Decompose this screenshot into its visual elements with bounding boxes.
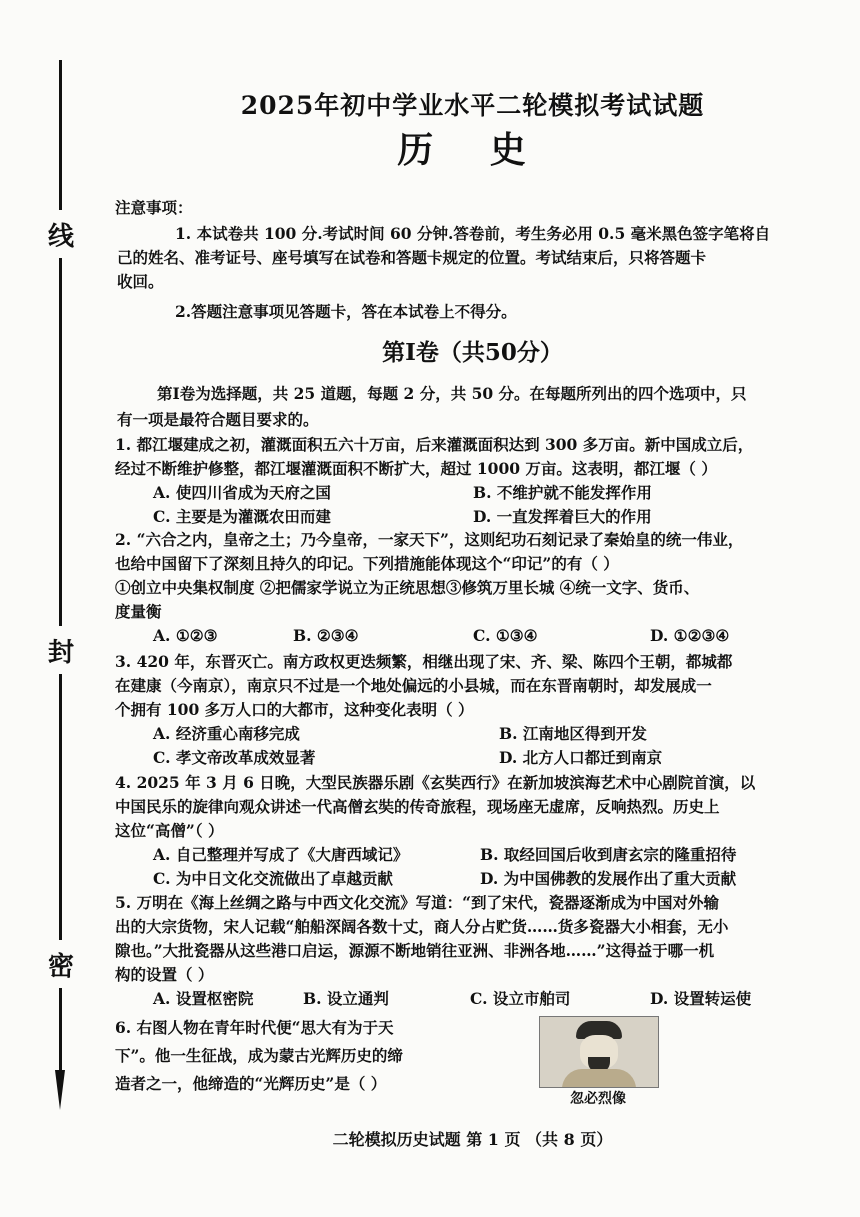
question-3-stem: 在建康（今南京），南京只不过是一个地处偏远的小县城，而在东晋南朝时，却发展成一 <box>115 676 712 695</box>
question-5-option-d: D. 设置转运使 <box>650 989 752 1008</box>
question-5-option-c: C. 设立市舶司 <box>470 989 571 1008</box>
question-2-stem: 2. “六合之内，皇帝之土；乃今皇帝，一家天下”，这则纪功石刻记录了秦始皇的统一伟业， <box>115 530 744 549</box>
binding-margin <box>40 60 80 1040</box>
question-2-option-c: C. ①③④ <box>473 626 538 645</box>
binding-char-mi: 密 <box>47 952 74 982</box>
question-1-option-d: D. 一直发挥着巨大的作用 <box>473 507 652 526</box>
question-5-stem: 5. 万明在《海上丝绸之路与中西文化交流》写道：“到了宋代，瓷器逐渐成为中国对外输 <box>115 893 719 912</box>
question-4-stem: 这位“高僧”（ ） <box>115 821 224 840</box>
question-4-stem: 4. 2025 年 3 月 6 日晚，大型民族器乐剧《玄奘西行》在新加坡滨海艺术中心剧院首演，以 <box>115 773 756 792</box>
question-4-option-a: A. 自己整理并写成了《大唐西域记》 <box>153 845 409 864</box>
question-3-option-b: B. 江南地区得到开发 <box>499 724 647 743</box>
question-1-option-c: C. 主要是为灌溉农田而建 <box>153 507 331 526</box>
question-1-option-a: A. 使四川省成为天府之国 <box>153 483 331 502</box>
question-2-statements: 度量衡 <box>115 602 162 621</box>
question-4-option-b: B. 取经回国后收到唐玄宗的隆重招待 <box>480 845 737 864</box>
question-6-stem: 6. 右图人物在青年时代便“思大有为于天 <box>115 1018 394 1037</box>
binding-char-feng: 封 <box>47 638 74 668</box>
question-4-option-d: D. 为中国佛教的发展作出了重大贡献 <box>480 869 737 888</box>
question-1-stem: 1. 都江堰建成之初，灌溉面积五六十万亩，后来灌溉面积达到 300 多万亩。新中国成立后， <box>115 435 754 454</box>
note-1-line: 己的姓名、准考证号、座号填写在试卷和答题卡规定的位置。考试结束后，只将答题卡 <box>117 248 707 267</box>
question-3-stem: 个拥有 100 多万人口的大都市，这种变化表明（ ） <box>115 700 474 719</box>
question-3-option-d: D. 北方人口都迁到南京 <box>499 748 663 767</box>
question-2-option-a: A. ①②③ <box>153 626 218 645</box>
subject-title: 历 史 <box>397 129 548 171</box>
question-5-stem: 出的大宗货物，宋人记载“舶船深阔各数十丈，商人分占贮货……货多瓷器大小相套，无小 <box>115 917 729 936</box>
page-footer: 二轮模拟历史试题 第 1 页 （共 8 页） <box>332 1130 613 1149</box>
binding-line <box>59 60 62 210</box>
question-5-stem: 隙也。”大批瓷器从这些港口启运，源源不断地销往亚洲、非洲各地……”这得益于哪一机 <box>115 941 715 960</box>
section-title: 第Ⅰ卷（共50分） <box>382 339 563 366</box>
note-2: 2.答题注意事项见答题卡，答在本试卷上不得分。 <box>175 302 517 321</box>
question-5-stem: 构的设置（ ） <box>115 965 214 984</box>
portrait-caption: 忽必烈像 <box>570 1091 626 1107</box>
question-2-stem: 也给中国留下了深刻且持久的印记。下列措施能体现这个“印记”的有（ ） <box>115 554 619 573</box>
question-4-stem: 中国民乐的旋律向观众讲述一代高僧玄奘的传奇旅程，现场座无虚席，反响热烈。历史上 <box>115 797 720 816</box>
binding-char-xian: 线 <box>47 222 74 252</box>
binding-line <box>59 988 62 1072</box>
notes-heading: 注意事项： <box>115 198 193 217</box>
question-1-stem: 经过不断维护修整，都江堰灌溉面积不断扩大，超过 1000 万亩。这表明，都江堰（ ） <box>115 459 717 478</box>
question-2-option-d: D. ①②③④ <box>650 626 730 645</box>
note-1-line: 1. 本试卷共 100 分.考试时间 60 分钟.答卷前，考生务必用 0.5 毫米黑色签字笔将自 <box>175 224 771 243</box>
question-5-option-b: B. 设立通判 <box>303 989 389 1008</box>
question-2-option-b: B. ②③④ <box>293 626 359 645</box>
question-1-option-b: B. 不维护就不能发挥作用 <box>473 483 652 502</box>
question-6-stem: 造者之一，他缔造的“光辉历史”是（ ） <box>115 1074 387 1093</box>
section-intro: 第Ⅰ卷为选择题，共 25 道题，每题 2 分，共 50 分。在每题所列出的四个选项中，只 <box>157 384 747 403</box>
question-6-stem: 下”。他一生征战，成为蒙古光辉历史的缔 <box>115 1046 403 1065</box>
question-2-statements: ①创立中央集权制度 ②把儒家学说立为正统思想③修筑万里长城 ④统一文字、货币、 <box>115 578 700 597</box>
question-5-option-a: A. 设置枢密院 <box>153 989 254 1008</box>
question-3-stem: 3. 420 年，东晋灭亡。南方政权更迭频繁，相继出现了宋、齐、梁、陈四个王朝，都城都 <box>115 652 733 671</box>
question-3-option-a: A. 经济重心南移完成 <box>153 724 300 743</box>
binding-line-tip <box>55 1070 65 1110</box>
question-4-option-c: C. 为中日文化交流做出了卓越贡献 <box>153 869 393 888</box>
note-1-line: 收回。 <box>117 272 164 291</box>
kublai-khan-portrait <box>539 1016 659 1088</box>
question-3-option-c: C. 孝文帝改革成效显著 <box>153 748 316 767</box>
binding-line <box>59 674 62 940</box>
binding-line <box>59 258 62 626</box>
section-intro: 有一项是最符合题目要求的。 <box>117 410 319 429</box>
exam-title: 2025年初中学业水平二轮模拟考试试题 <box>240 91 705 120</box>
